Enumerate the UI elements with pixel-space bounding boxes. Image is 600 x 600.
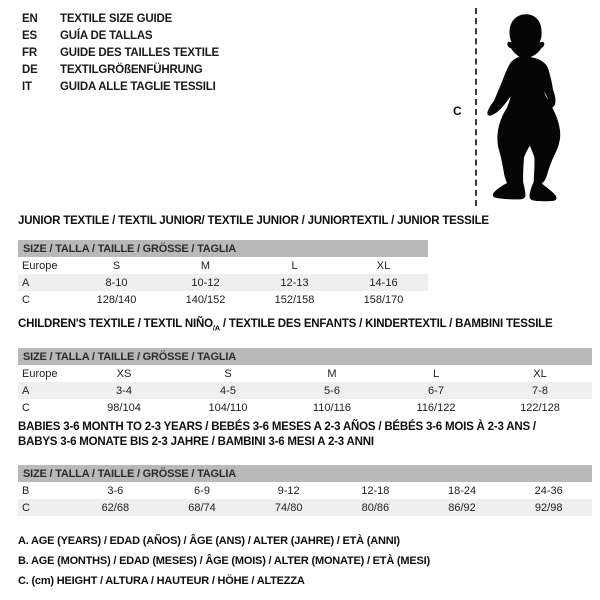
children-section-title — [18, 318, 552, 332]
table-cell: 110/116 — [312, 401, 352, 414]
size-header-bar: SIZE / TALLA / TAILLE / GRÖSSE / TAGLIA — [18, 465, 592, 482]
language-code: DE — [22, 63, 38, 76]
table-cell: 80/86 — [361, 501, 390, 514]
table-cell: L — [291, 259, 298, 272]
table-cell: 12-13 — [280, 276, 309, 289]
row-label: A — [22, 384, 30, 397]
table-cell: 3-4 — [116, 384, 132, 397]
language-row-en — [22, 10, 219, 27]
row-label: Europe — [22, 259, 58, 272]
table-cell: 9-12 — [277, 484, 300, 497]
table-cell: 128/140 — [96, 293, 137, 306]
guide-title-en: TEXTILE SIZE GUIDE — [60, 12, 173, 25]
table-cell: 122/128 — [520, 401, 560, 414]
junior-section-title: JUNIOR TEXTILE / TEXTIL JUNIOR/ TEXTILE JUNIOR / JUNIORTEXTIL / JUNIOR TESSILE — [18, 215, 489, 227]
table-cell: 104/110 — [208, 401, 248, 414]
table-cell: S — [112, 259, 121, 272]
table-cell: 6-7 — [428, 384, 444, 397]
table-cell: 12-18 — [361, 484, 390, 497]
table-cell: 5-6 — [324, 384, 340, 397]
table-cell: L — [432, 367, 440, 380]
toddler-silhouette-icon — [481, 2, 595, 212]
legend-footnotes — [18, 531, 430, 591]
children-title-prefix: CHILDREN'S TEXTILE / TEXTIL NIÑO — [18, 318, 213, 330]
row-label: A — [22, 276, 30, 289]
table-cell: 86/92 — [448, 501, 476, 514]
table-row-height — [18, 499, 592, 516]
language-row-de — [22, 61, 219, 78]
table-row-height — [18, 291, 428, 308]
language-code: IT — [22, 80, 32, 93]
table-cell: 3-6 — [107, 484, 124, 497]
table-cell: 6-9 — [194, 484, 210, 497]
table-cell: 62/68 — [101, 501, 130, 514]
table-cell: 116/122 — [416, 401, 456, 414]
table-cell: XL — [533, 367, 547, 380]
table-cell: 24-36 — [534, 484, 563, 497]
table-cell: 98/104 — [107, 401, 141, 414]
children-title-subscript: /A — [212, 323, 220, 333]
table-cell: M — [200, 259, 211, 272]
size-header-bar: SIZE / TALLA / TAILLE / GRÖSSE / TAGLIA — [18, 240, 428, 257]
row-label: Europe — [22, 367, 58, 380]
babies-section-title-line1: BABIES 3-6 MONTH TO 2-3 YEARS / BEBÉS 3-6 MESES A 2-3 AÑOS / BÉBÉS 3-6 MOIS À 2-3 ANS / — [18, 421, 536, 433]
table-cell: 74/80 — [274, 501, 303, 514]
table-cell: 152/158 — [274, 293, 315, 306]
babies-section-title-line2: BABYS 3-6 MONATE BIS 2-3 JAHRE / BAMBINI 3-6 MESI A 2-3 ANNI — [18, 436, 374, 448]
junior-size-table — [18, 240, 428, 308]
table-cell: 8-10 — [105, 276, 128, 289]
guide-title-de: TEXTILGRÖßENFÜHRUNG — [60, 63, 203, 76]
size-header-bar: SIZE / TALLA / TAILLE / GRÖSSE / TAGLIA — [18, 348, 592, 365]
table-row-age — [18, 274, 428, 291]
language-code: EN — [22, 12, 38, 25]
language-row-es — [22, 27, 219, 44]
babies-size-table — [18, 465, 592, 516]
language-code: FR — [22, 46, 37, 59]
table-row-europe — [18, 257, 428, 274]
language-row-it — [22, 78, 219, 95]
row-label: B — [22, 484, 30, 497]
language-row-fr — [22, 44, 219, 61]
footnote-age-years: A. AGE (YEARS) / EDAD (AÑOS) / ÂGE (ANS) / ALTER (JAHRE) / ETÀ (ANNI) — [18, 535, 400, 547]
table-row-europe — [18, 365, 592, 382]
height-measure-dashed-line — [475, 8, 477, 206]
table-cell: XL — [376, 259, 391, 272]
footnote-height-cm: C. (cm) HEIGHT / ALTURA / HAUTEUR / HÖHE / ALTEZZA — [18, 575, 305, 587]
table-cell: 158/170 — [363, 293, 404, 306]
row-label: C — [22, 293, 30, 306]
table-cell: 10-12 — [191, 276, 220, 289]
table-cell: M — [327, 367, 337, 380]
guide-title-fr: GUIDE DES TAILLES TEXTILE — [60, 46, 219, 59]
language-code: ES — [22, 29, 37, 42]
table-cell: 140/152 — [185, 293, 226, 306]
table-cell: 68/74 — [188, 501, 216, 514]
height-measure-label: C — [453, 104, 462, 118]
table-cell: 92/98 — [534, 501, 563, 514]
language-title-list — [22, 10, 219, 95]
row-label: C — [22, 401, 30, 414]
table-cell: 4-5 — [220, 384, 236, 397]
table-cell: 18-24 — [447, 484, 477, 497]
guide-title-es: GUÍA DE TALLAS — [60, 29, 153, 42]
table-cell: 14-16 — [369, 276, 398, 289]
table-cell: XS — [116, 367, 132, 380]
children-size-table — [18, 348, 592, 416]
footnote-age-months: B. AGE (MONTHS) / EDAD (MESES) / ÂGE (MOIS) / ALTER (MONATE) / ETÀ (MESI) — [18, 555, 430, 567]
children-title-suffix: / TEXTILE DES ENFANTS / KINDERTEXTIL / BAMBINI TESSILE — [219, 318, 553, 330]
guide-title-it: GUIDA ALLE TAGLIE TESSILI — [60, 80, 216, 93]
table-row-age — [18, 382, 592, 399]
table-cell: S — [224, 367, 232, 380]
table-row-height — [18, 399, 592, 416]
row-label: C — [22, 501, 30, 514]
table-row-age-months — [18, 482, 592, 499]
table-cell: 7-8 — [532, 384, 548, 397]
